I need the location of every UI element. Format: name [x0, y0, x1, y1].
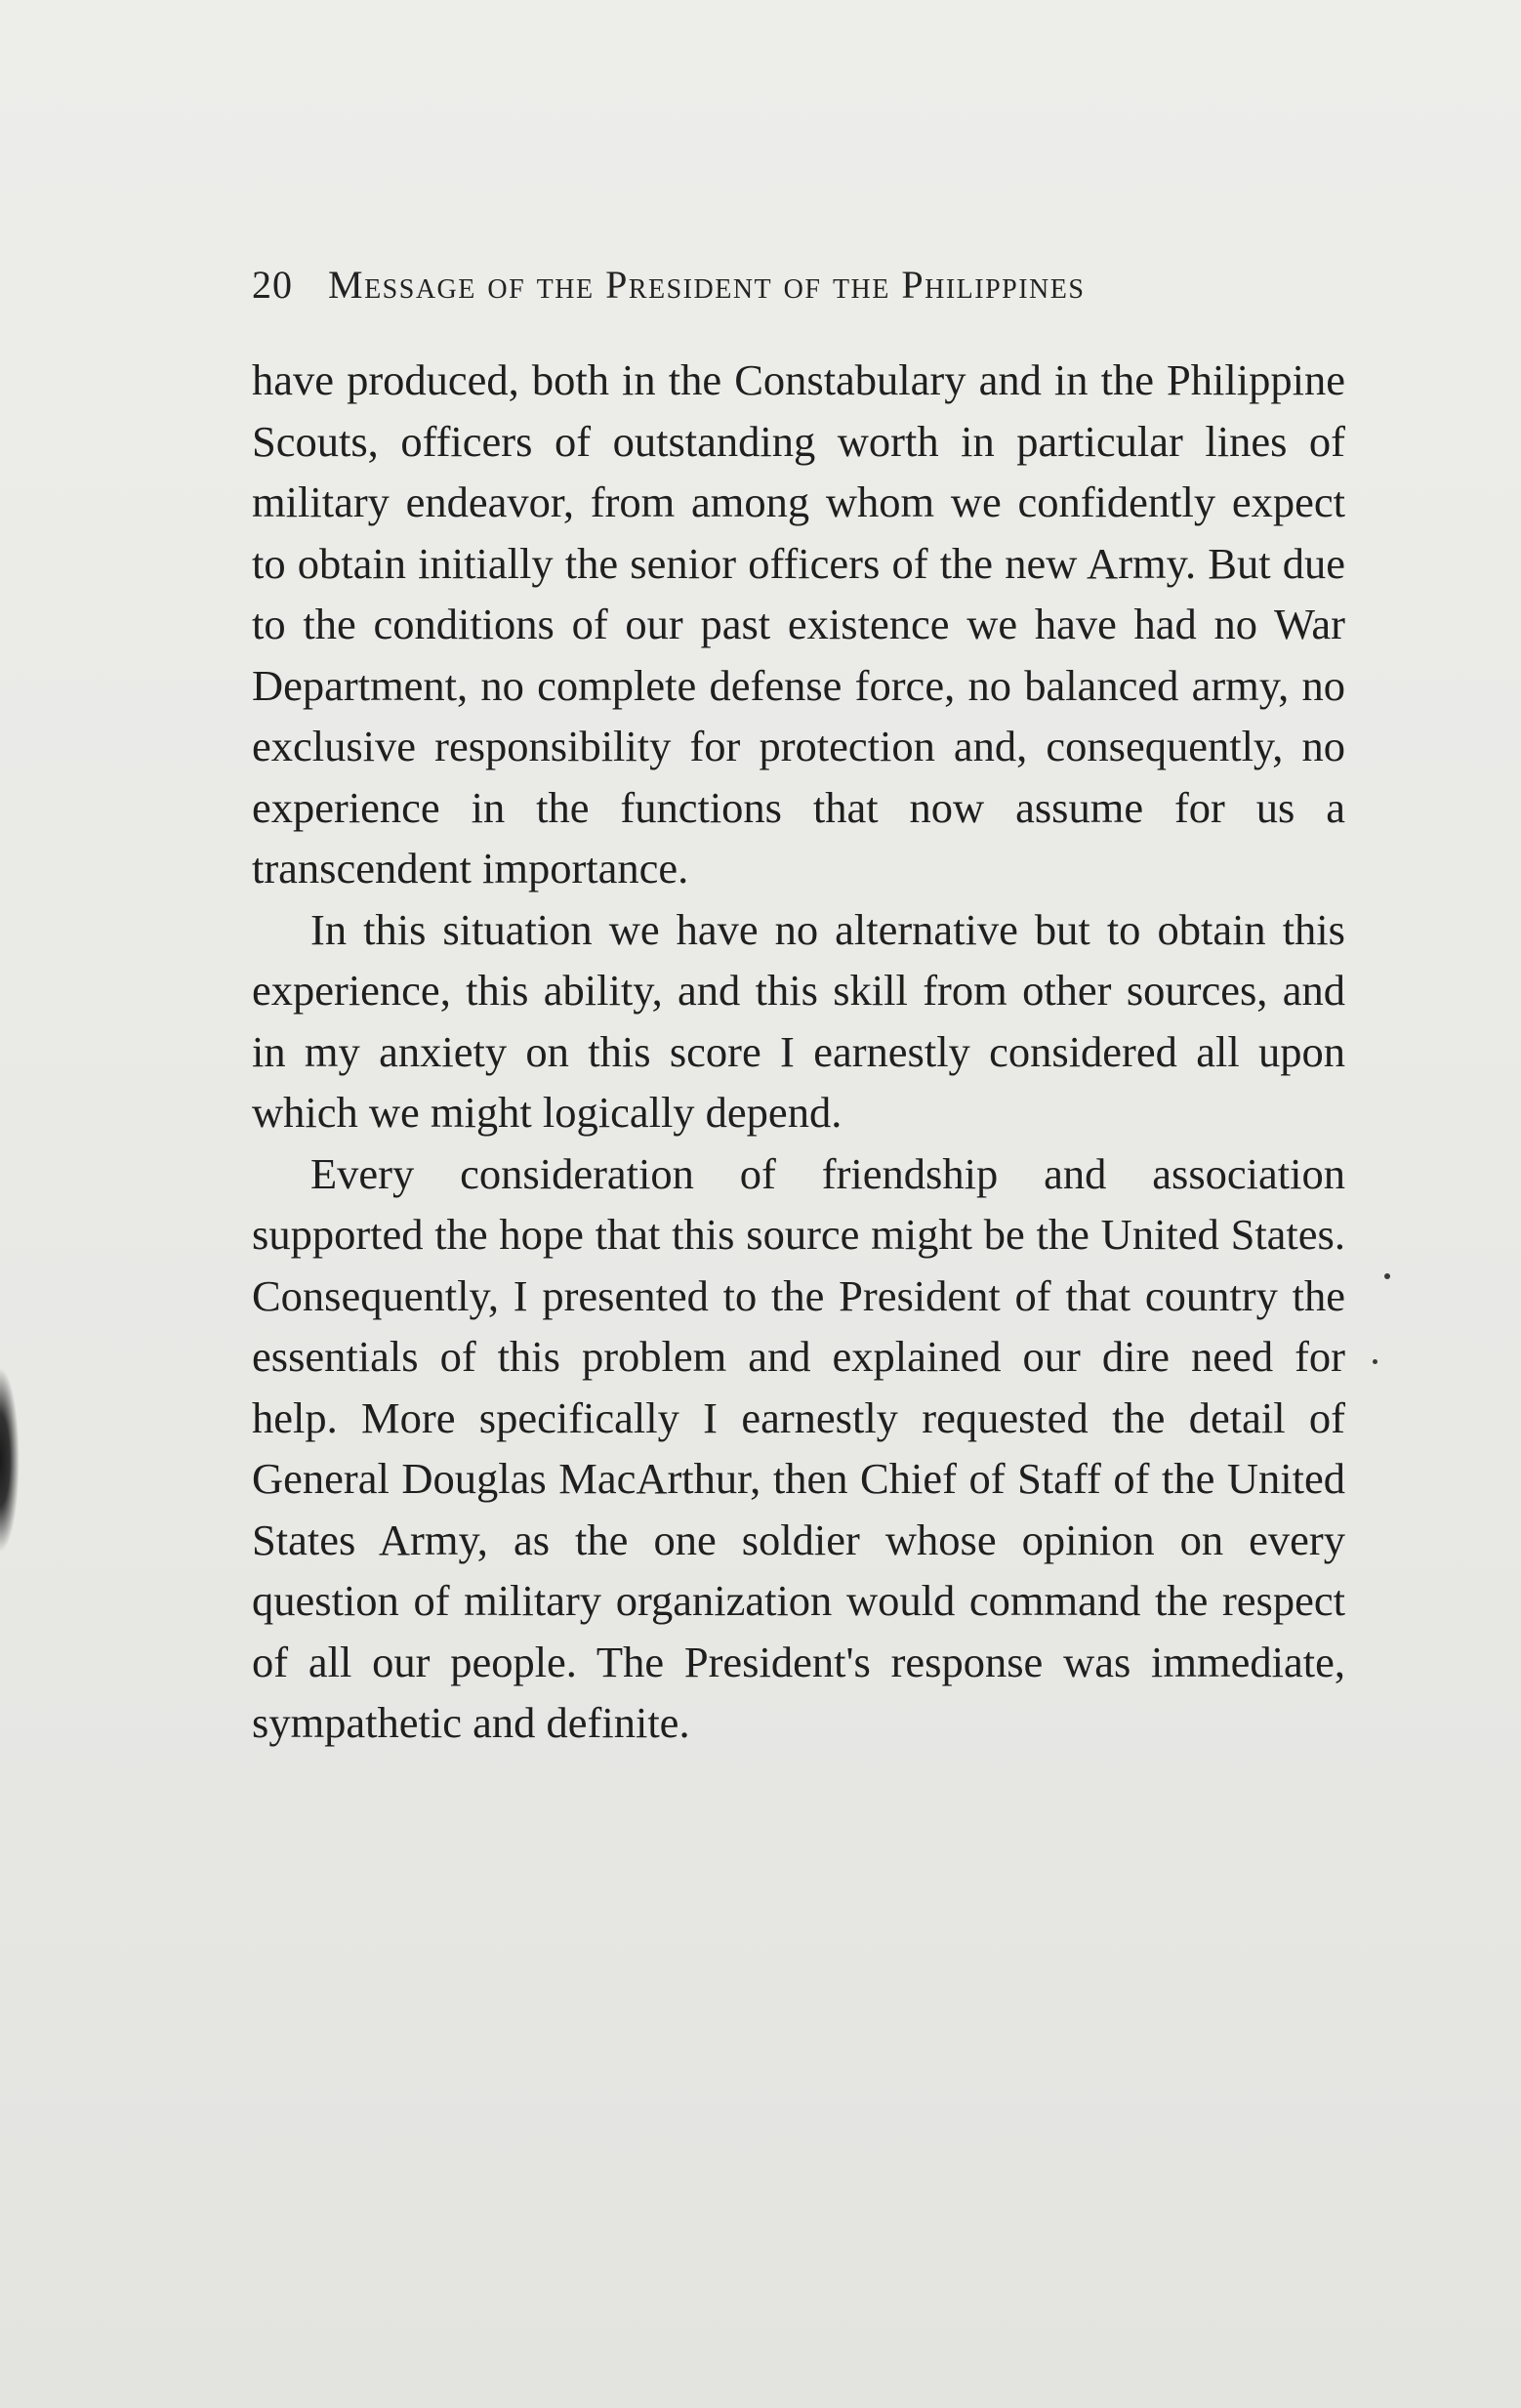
body-text	[252, 350, 1345, 1754]
ink-speck	[1373, 1359, 1377, 1364]
page-edge-shadow	[0, 1367, 20, 1553]
paragraph: In this situation we have no alternative but to obtain this experience, this ability, and this skill from other sources, and in my anxiety on this score I earnestly considered all upon which we might logically depend.	[252, 904, 1345, 1137]
paragraph-continued: have produced, both in the Constabulary and in the Philippine Scouts, officers of outstanding worth in particular lines of military endeavor, from among whom we confidently expect to obtain initially the senior officers of the new Army. But due to the conditions of our past existence we have had no War Department, no complete defense force, no balanced army, no exclusive responsibility for protection and, consequently, no experience in the functions that now assume for us a transcendent importance.	[252, 355, 1345, 893]
ink-speck	[1384, 1273, 1390, 1279]
paragraph: Every consideration of friendship and association supported the hope that this source might be the United States. Consequently, I presented to the President of that country the essentials of this problem and explained our dire need for help. More specifically I earnestly requested the detail of General Douglas MacArthur, then Chief of Staff of the United States Army, as the one soldier whose opinion on every question of military organization would command the respect of all our people. The President's response was immediate, sympathetic and definite.	[252, 1148, 1345, 1747]
page-number: 20	[252, 263, 293, 307]
running-header	[252, 262, 1345, 320]
running-title: Message of the President of the Philippines	[328, 263, 1086, 307]
